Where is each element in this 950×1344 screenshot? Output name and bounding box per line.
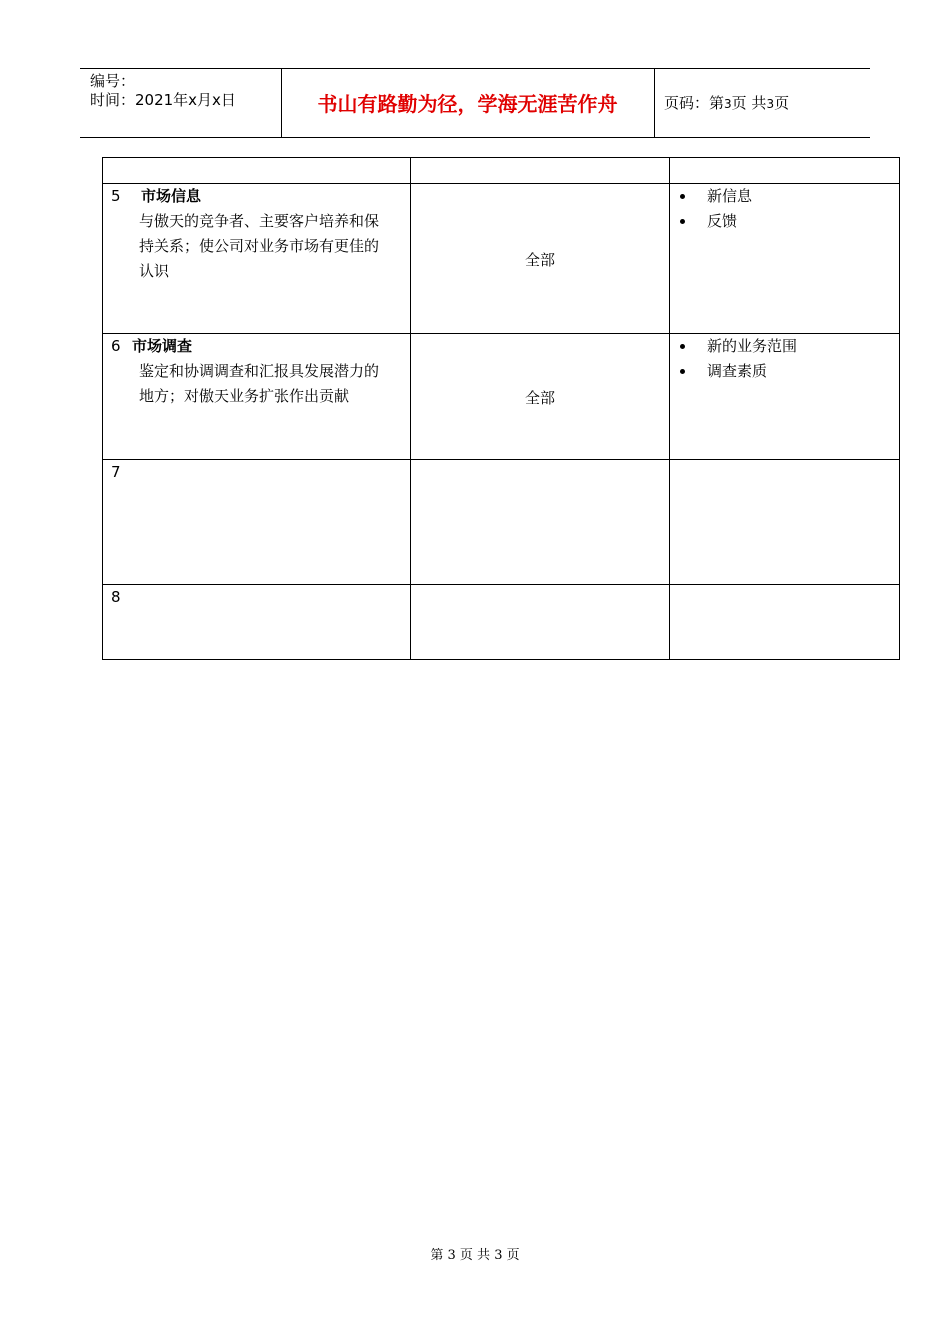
header-page-info bbox=[664, 94, 789, 113]
description-line: 地方；对傲天业务扩张作出贡献 bbox=[139, 387, 350, 405]
page-mid: 页 共 bbox=[731, 94, 767, 112]
row-bullet-list bbox=[676, 335, 797, 385]
table-column-divider-2 bbox=[669, 157, 670, 660]
row-number: 5 bbox=[111, 187, 121, 205]
bullet-icon bbox=[680, 219, 685, 224]
header-left-cell bbox=[80, 69, 282, 137]
list-item-label: 反馈 bbox=[707, 212, 738, 230]
header-right-cell bbox=[655, 69, 870, 137]
table-border-top bbox=[102, 157, 900, 158]
document-number-label: 编号： bbox=[90, 72, 136, 90]
row-number: 8 bbox=[111, 588, 121, 606]
table-divider-4 bbox=[102, 584, 900, 585]
row-title: 市场信息 bbox=[141, 187, 202, 205]
header-motto: 书山有路勤为径，学海无涯苦作舟 bbox=[317, 92, 618, 116]
list-item bbox=[676, 185, 752, 210]
description-line: 与傲天的竞争者、主要客户培养和保 bbox=[139, 212, 380, 230]
table-divider-3 bbox=[102, 459, 900, 460]
table-divider-2 bbox=[102, 333, 900, 334]
responsibility-table bbox=[102, 157, 900, 660]
table-divider-1 bbox=[102, 183, 900, 184]
table-column-divider-1 bbox=[410, 157, 411, 660]
page-total: 3 bbox=[766, 97, 775, 111]
row-title: 市场调查 bbox=[132, 337, 193, 355]
page-end: 页 bbox=[774, 94, 790, 112]
bullet-icon bbox=[680, 344, 685, 349]
list-item-label: 新的业务范围 bbox=[707, 337, 798, 355]
list-item-label: 调查素质 bbox=[707, 362, 768, 380]
header-middle-cell bbox=[281, 69, 655, 137]
table-border-left bbox=[102, 157, 103, 660]
description-line: 认识 bbox=[139, 262, 170, 280]
row-description bbox=[139, 209, 401, 284]
list-item-label: 新信息 bbox=[707, 187, 753, 205]
table-border-bottom bbox=[102, 659, 900, 660]
list-item bbox=[676, 210, 752, 235]
document-time-label: 时间：2021年x月x日 bbox=[90, 91, 236, 109]
description-line: 鉴定和协调调查和汇报具发展潜力的 bbox=[139, 362, 380, 380]
table-border-right bbox=[899, 157, 900, 660]
page-label: 页码：第 bbox=[664, 94, 725, 112]
list-item bbox=[676, 360, 797, 385]
row-number: 6 bbox=[111, 337, 121, 355]
bullet-icon bbox=[680, 369, 685, 374]
page-current: 3 bbox=[724, 97, 732, 111]
page-footer: 第 3 页 共 3 页 bbox=[430, 1248, 520, 1263]
page-header bbox=[80, 68, 870, 138]
row-scope: 全部 bbox=[524, 389, 555, 407]
bullet-icon bbox=[680, 194, 685, 199]
row-scope: 全部 bbox=[524, 251, 555, 269]
row-number: 7 bbox=[111, 463, 121, 481]
row-description bbox=[139, 359, 401, 409]
row-bullet-list bbox=[676, 185, 752, 235]
description-line: 持关系；使公司对业务市场有更佳的 bbox=[139, 237, 380, 255]
list-item bbox=[676, 335, 797, 360]
